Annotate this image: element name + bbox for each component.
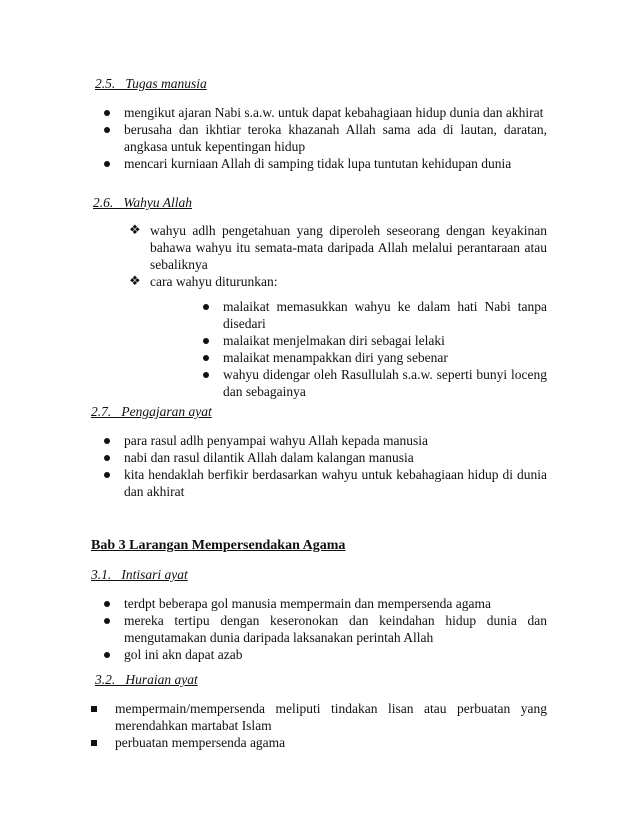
bullet-disc-icon <box>104 652 110 658</box>
list-item: berusaha dan ikhtiar teroka khazanah Allah sama ada di lautan, daratan, angkasa untuk kepentingan hidup <box>124 121 547 155</box>
bullet-square-icon <box>91 740 97 746</box>
diamond-bullet-icon: ❖ <box>129 274 141 289</box>
list-item: terdpt beberapa gol manusia mempermain dan mempersenda agama <box>124 595 547 612</box>
list-item: malaikat memasukkan wahyu ke dalam hati Nabi tanpa disedari <box>223 298 547 332</box>
bullet-disc-icon <box>104 472 110 478</box>
list-item: malaikat menampakkan diri yang sebenar <box>223 349 547 366</box>
bullet-disc-icon <box>203 304 209 310</box>
list-item: ❖ cara wahyu diturunkan: <box>129 274 278 289</box>
bullet-disc-icon <box>104 438 110 444</box>
bullet-disc-icon <box>203 338 209 344</box>
bullet-disc-icon <box>104 455 110 461</box>
list-item: wahyu didengar oleh Rasullulah s.a.w. seperti bunyi loceng dan sebagainya <box>223 366 547 400</box>
bullet-disc-icon <box>203 372 209 378</box>
list-item: mereka tertipu dengan keseronokan dan keindahan hidup dunia dan mengutamakan dunia daripada laksanakan perintah Allah <box>124 612 547 646</box>
list-2-5 <box>124 104 547 172</box>
list-item: para rasul adlh penyampai wahyu Allah kepada manusia <box>124 432 547 449</box>
section-heading-3-1: 3.1. Intisari ayat <box>91 567 188 582</box>
list-item: ❖ wahyu adlh pengetahuan yang diperoleh seseorang dengan keyakinan bahawa wahyu itu semata-mata daripada Allah melalui perantaraan atau sebaliknya <box>129 223 547 272</box>
section-heading-3-2: 3.2. Huraian ayat <box>95 672 198 687</box>
bullet-disc-icon <box>104 127 110 133</box>
bullet-square-icon <box>91 706 97 712</box>
diamond-bullet-icon: ❖ <box>129 223 141 238</box>
chapter-title: Bab 3 Larangan Mempersendakan Agama <box>91 538 346 553</box>
bullet-disc-icon <box>104 161 110 167</box>
list-item: mencari kurniaan Allah di samping tidak lupa tuntutan kehidupan dunia <box>124 155 547 172</box>
list-3-1 <box>124 595 547 663</box>
list-item: perbuatan mempersenda agama <box>115 734 547 751</box>
section-heading-2-5: 2.5. Tugas manusia <box>95 76 207 91</box>
list-3-2 <box>115 700 547 751</box>
list-2-6 <box>129 222 547 290</box>
bullet-disc-icon <box>203 355 209 361</box>
list-item: mempermain/mempersenda meliputi tindakan lisan atau perbuatan yang merendahkan martabat Islam <box>115 700 547 734</box>
list-item: mengikut ajaran Nabi s.a.w. untuk dapat kebahagiaan hidup dunia dan akhirat <box>124 104 547 121</box>
section-heading-2-7: 2.7. Pengajaran ayat <box>91 404 212 419</box>
bullet-disc-icon <box>104 618 110 624</box>
bullet-disc-icon <box>104 110 110 116</box>
bullet-disc-icon <box>104 601 110 607</box>
list-item: nabi dan rasul dilantik Allah dalam kalangan manusia <box>124 449 547 466</box>
section-heading-2-6: 2.6. Wahyu Allah <box>93 195 193 210</box>
list-item: gol ini akn dapat azab <box>124 646 547 663</box>
sublist-2-6 <box>223 298 547 400</box>
list-item: kita hendaklah berfikir berdasarkan wahyu untuk kebahagiaan hidup di dunia dan akhirat <box>124 466 547 500</box>
list-item: malaikat menjelmakan diri sebagai lelaki <box>223 332 547 349</box>
list-2-7 <box>124 432 547 500</box>
